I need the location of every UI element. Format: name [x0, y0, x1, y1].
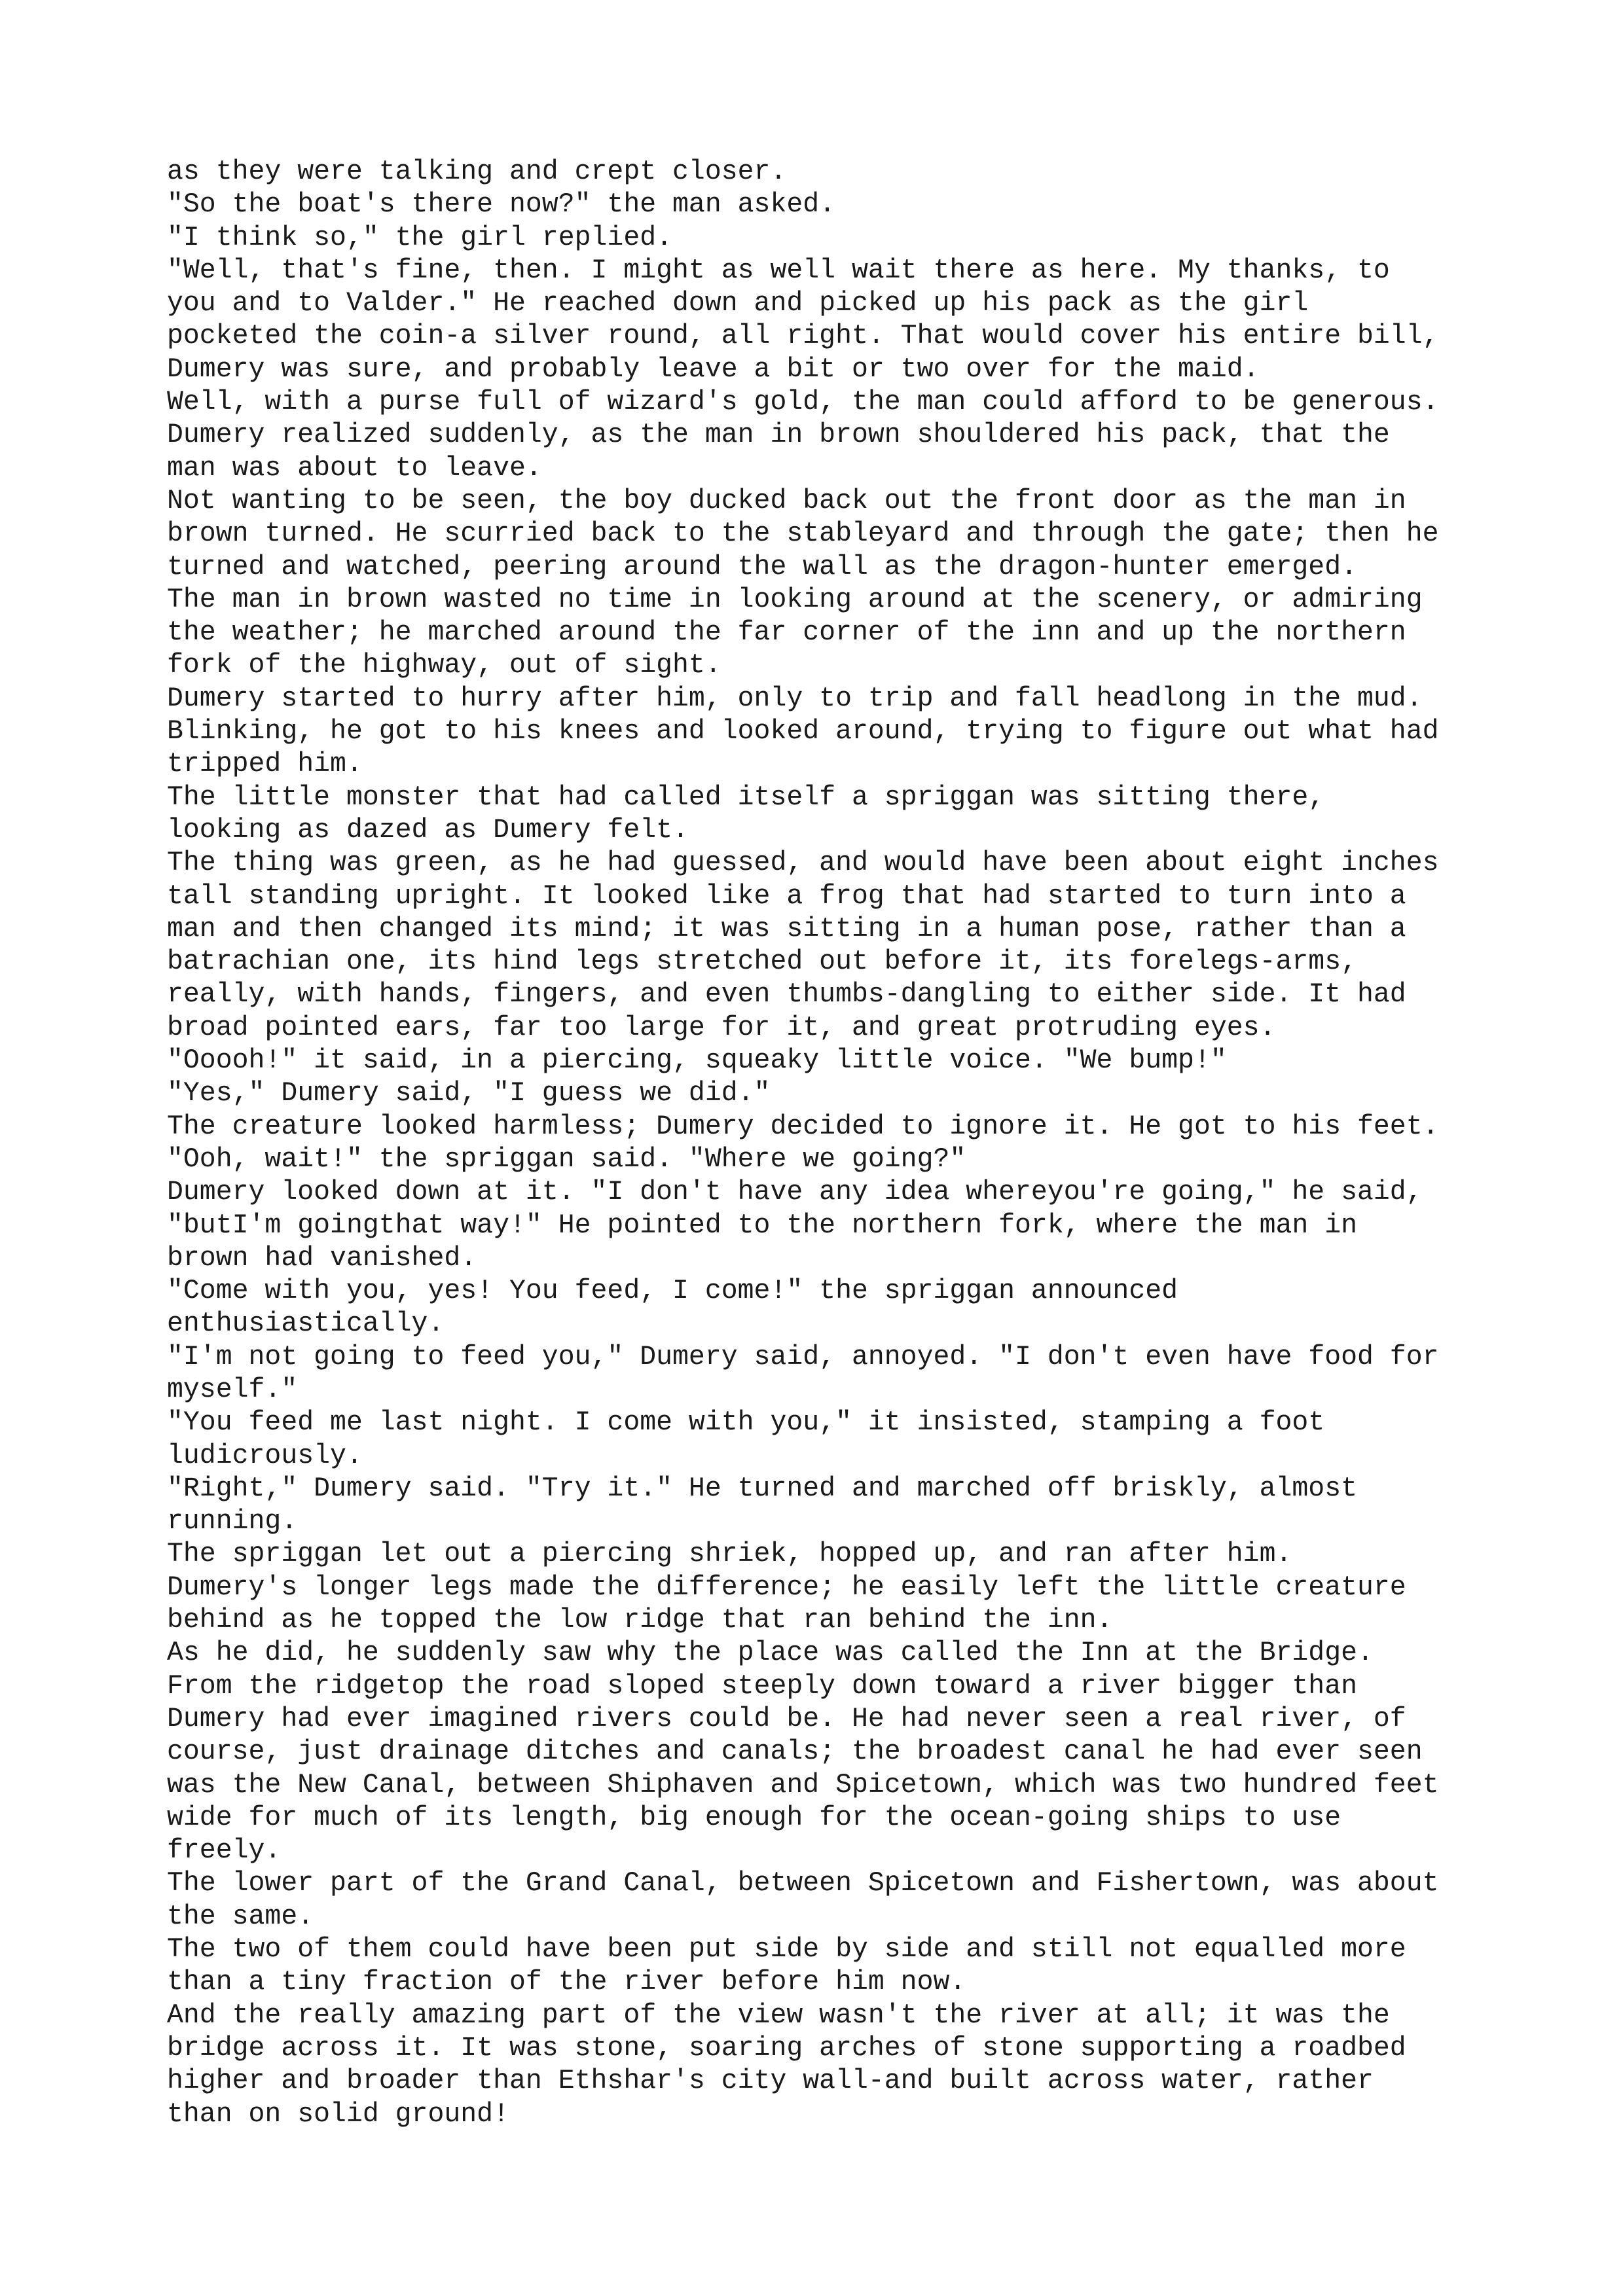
text-line: The two of them could have been put side by side and still not equalled more	[167, 1934, 1406, 1965]
text-line: Blinking, he got to his knees and looked around, trying to figure out what had	[167, 716, 1439, 747]
text-line: man was about to leave.	[167, 452, 542, 484]
text-line: As he did, he suddenly saw why the place was called the Inn at the Bridge.	[167, 1638, 1374, 1669]
text-line: "Ooooh!" it said, in a piercing, squeaky little voice. "We bump!"	[167, 1045, 1227, 1077]
text-line: "Yes," Dumery said, "I guess we did."	[167, 1078, 771, 1109]
text-line: brown had vanished.	[167, 1242, 477, 1274]
text-line: "Come with you, yes! You feed, I come!" the spriggan announced	[167, 1276, 1178, 1307]
text-line: The little monster that had called itself a spriggan was sitting there,	[167, 781, 1325, 813]
text-line: running.	[167, 1506, 298, 1537]
text-line: "You feed me last night. I come with you," it insisted, stamping a foot	[167, 1407, 1325, 1439]
text-line: Dumery was sure, and probably leave a bit or two over for the maid.	[167, 353, 1260, 385]
text-line: The spriggan let out a piercing shriek, hopped up, and ran after him.	[167, 1539, 1292, 1570]
text-line: Dumery had ever imagined rivers could be. He had never seen a real river, of	[167, 1703, 1406, 1734]
text-line: was the New Canal, between Shiphaven and Spicetown, which was two hundred feet	[167, 1769, 1439, 1801]
text-line: And the really amazing part of the view wasn't the river at all; it was the	[167, 2000, 1390, 2031]
text-line: than on solid ground!	[167, 2098, 509, 2130]
text-line: higher and broader than Ethshar's city wall-and built across water, rather	[167, 2066, 1374, 2097]
text-line: The creature looked harmless; Dumery decided to ignore it. He got to his feet.	[167, 1111, 1439, 1142]
text-line: really, with hands, fingers, and even thumbs-dangling to either side. It had	[167, 979, 1406, 1011]
text-line: wide for much of its length, big enough for the ocean-going ships to use	[167, 1802, 1341, 1833]
text-line: myself."	[167, 1374, 298, 1405]
text-line: The lower part of the Grand Canal, between Spicetown and Fishertown, was about	[167, 1868, 1439, 1899]
text-line: course, just drainage ditches and canals; the broadest canal he had ever seen	[167, 1736, 1423, 1768]
text-line: fork of the highway, out of sight.	[167, 650, 721, 681]
text-line: the weather; he marched around the far corner of the inn and up the northern	[167, 617, 1406, 649]
text-line: From the ridgetop the road sloped steeply down toward a river bigger than	[167, 1670, 1357, 1702]
text-line: The thing was green, as he had guessed, and would have been about eight inches	[167, 848, 1439, 879]
text-line: Dumery's longer legs made the difference; he easily left the little creature	[167, 1571, 1406, 1603]
text-line: brown turned. He scurried back to the stableyard and through the gate; then he	[167, 518, 1439, 550]
text-line: broad pointed ears, far too large for it, and great protruding eyes.	[167, 1012, 1276, 1043]
text-line: Dumery started to hurry after him, only to trip and fall headlong in the mud.	[167, 683, 1423, 714]
text-line: "I think so," the girl replied.	[167, 222, 673, 253]
text-line: "Well, that's fine, then. I might as well wait there as here. My thanks, to	[167, 255, 1390, 286]
text-line: batrachian one, its hind legs stretched out before it, its forelegs-arms,	[167, 946, 1357, 978]
text-line: tall standing upright. It looked like a frog that had started to turn into a	[167, 880, 1406, 912]
text-line: "Right," Dumery said. "Try it." He turned and marched off briskly, almost	[167, 1473, 1357, 1504]
text-line: "I'm not going to feed you," Dumery said, annoyed. "I don't even have food for	[167, 1341, 1439, 1372]
text-line: Not wanting to be seen, the boy ducked back out the front door as the man in	[167, 485, 1406, 516]
text-line: behind as he topped the low ridge that ran behind the inn.	[167, 1605, 1113, 1636]
text-line: bridge across it. It was stone, soaring arches of stone supporting a roadbed	[167, 2032, 1406, 2064]
text-line: as they were talking and crept closer.	[167, 156, 787, 187]
text-line: you and to Valder." He reached down and picked up his pack as the girl	[167, 288, 1309, 319]
text-line: Well, with a purse full of wizard's gold, the man could afford to be generous.	[167, 387, 1439, 418]
text-line: man and then changed its mind; it was sitting in a human pose, rather than a	[167, 913, 1406, 944]
text-line: Dumery realized suddenly, as the man in brown shouldered his pack, that the	[167, 420, 1390, 451]
text-line: pocketed the coin-a silver round, all right. That would cover his entire bill,	[167, 321, 1439, 352]
text-line: The man in brown wasted no time in looking around at the scenery, or admiring	[167, 584, 1423, 615]
text-line: tripped him.	[167, 749, 363, 780]
text-line: "Ooh, wait!" the spriggan said. "Where we going?"	[167, 1143, 966, 1175]
text-line: "butI'm goingthat way!" He pointed to the northern fork, where the man in	[167, 1210, 1357, 1241]
text-line: than a tiny fraction of the river before him now.	[167, 1967, 966, 1998]
text-line: ludicrously.	[167, 1440, 363, 1471]
text-line: the same.	[167, 1901, 314, 1932]
text-line: looking as dazed as Dumery felt.	[167, 814, 689, 846]
text-line: freely.	[167, 1835, 282, 1867]
text-line: "So the boat's there now?" the man asked.	[167, 189, 836, 221]
text-line: turned and watched, peering around the wall as the dragon-hunter emerged.	[167, 551, 1357, 583]
document-page	[167, 156, 1476, 2131]
text-line: enthusiastically.	[167, 1308, 445, 1340]
text-line: Dumery looked down at it. "I don't have any idea whereyou're going," he said,	[167, 1177, 1423, 1208]
